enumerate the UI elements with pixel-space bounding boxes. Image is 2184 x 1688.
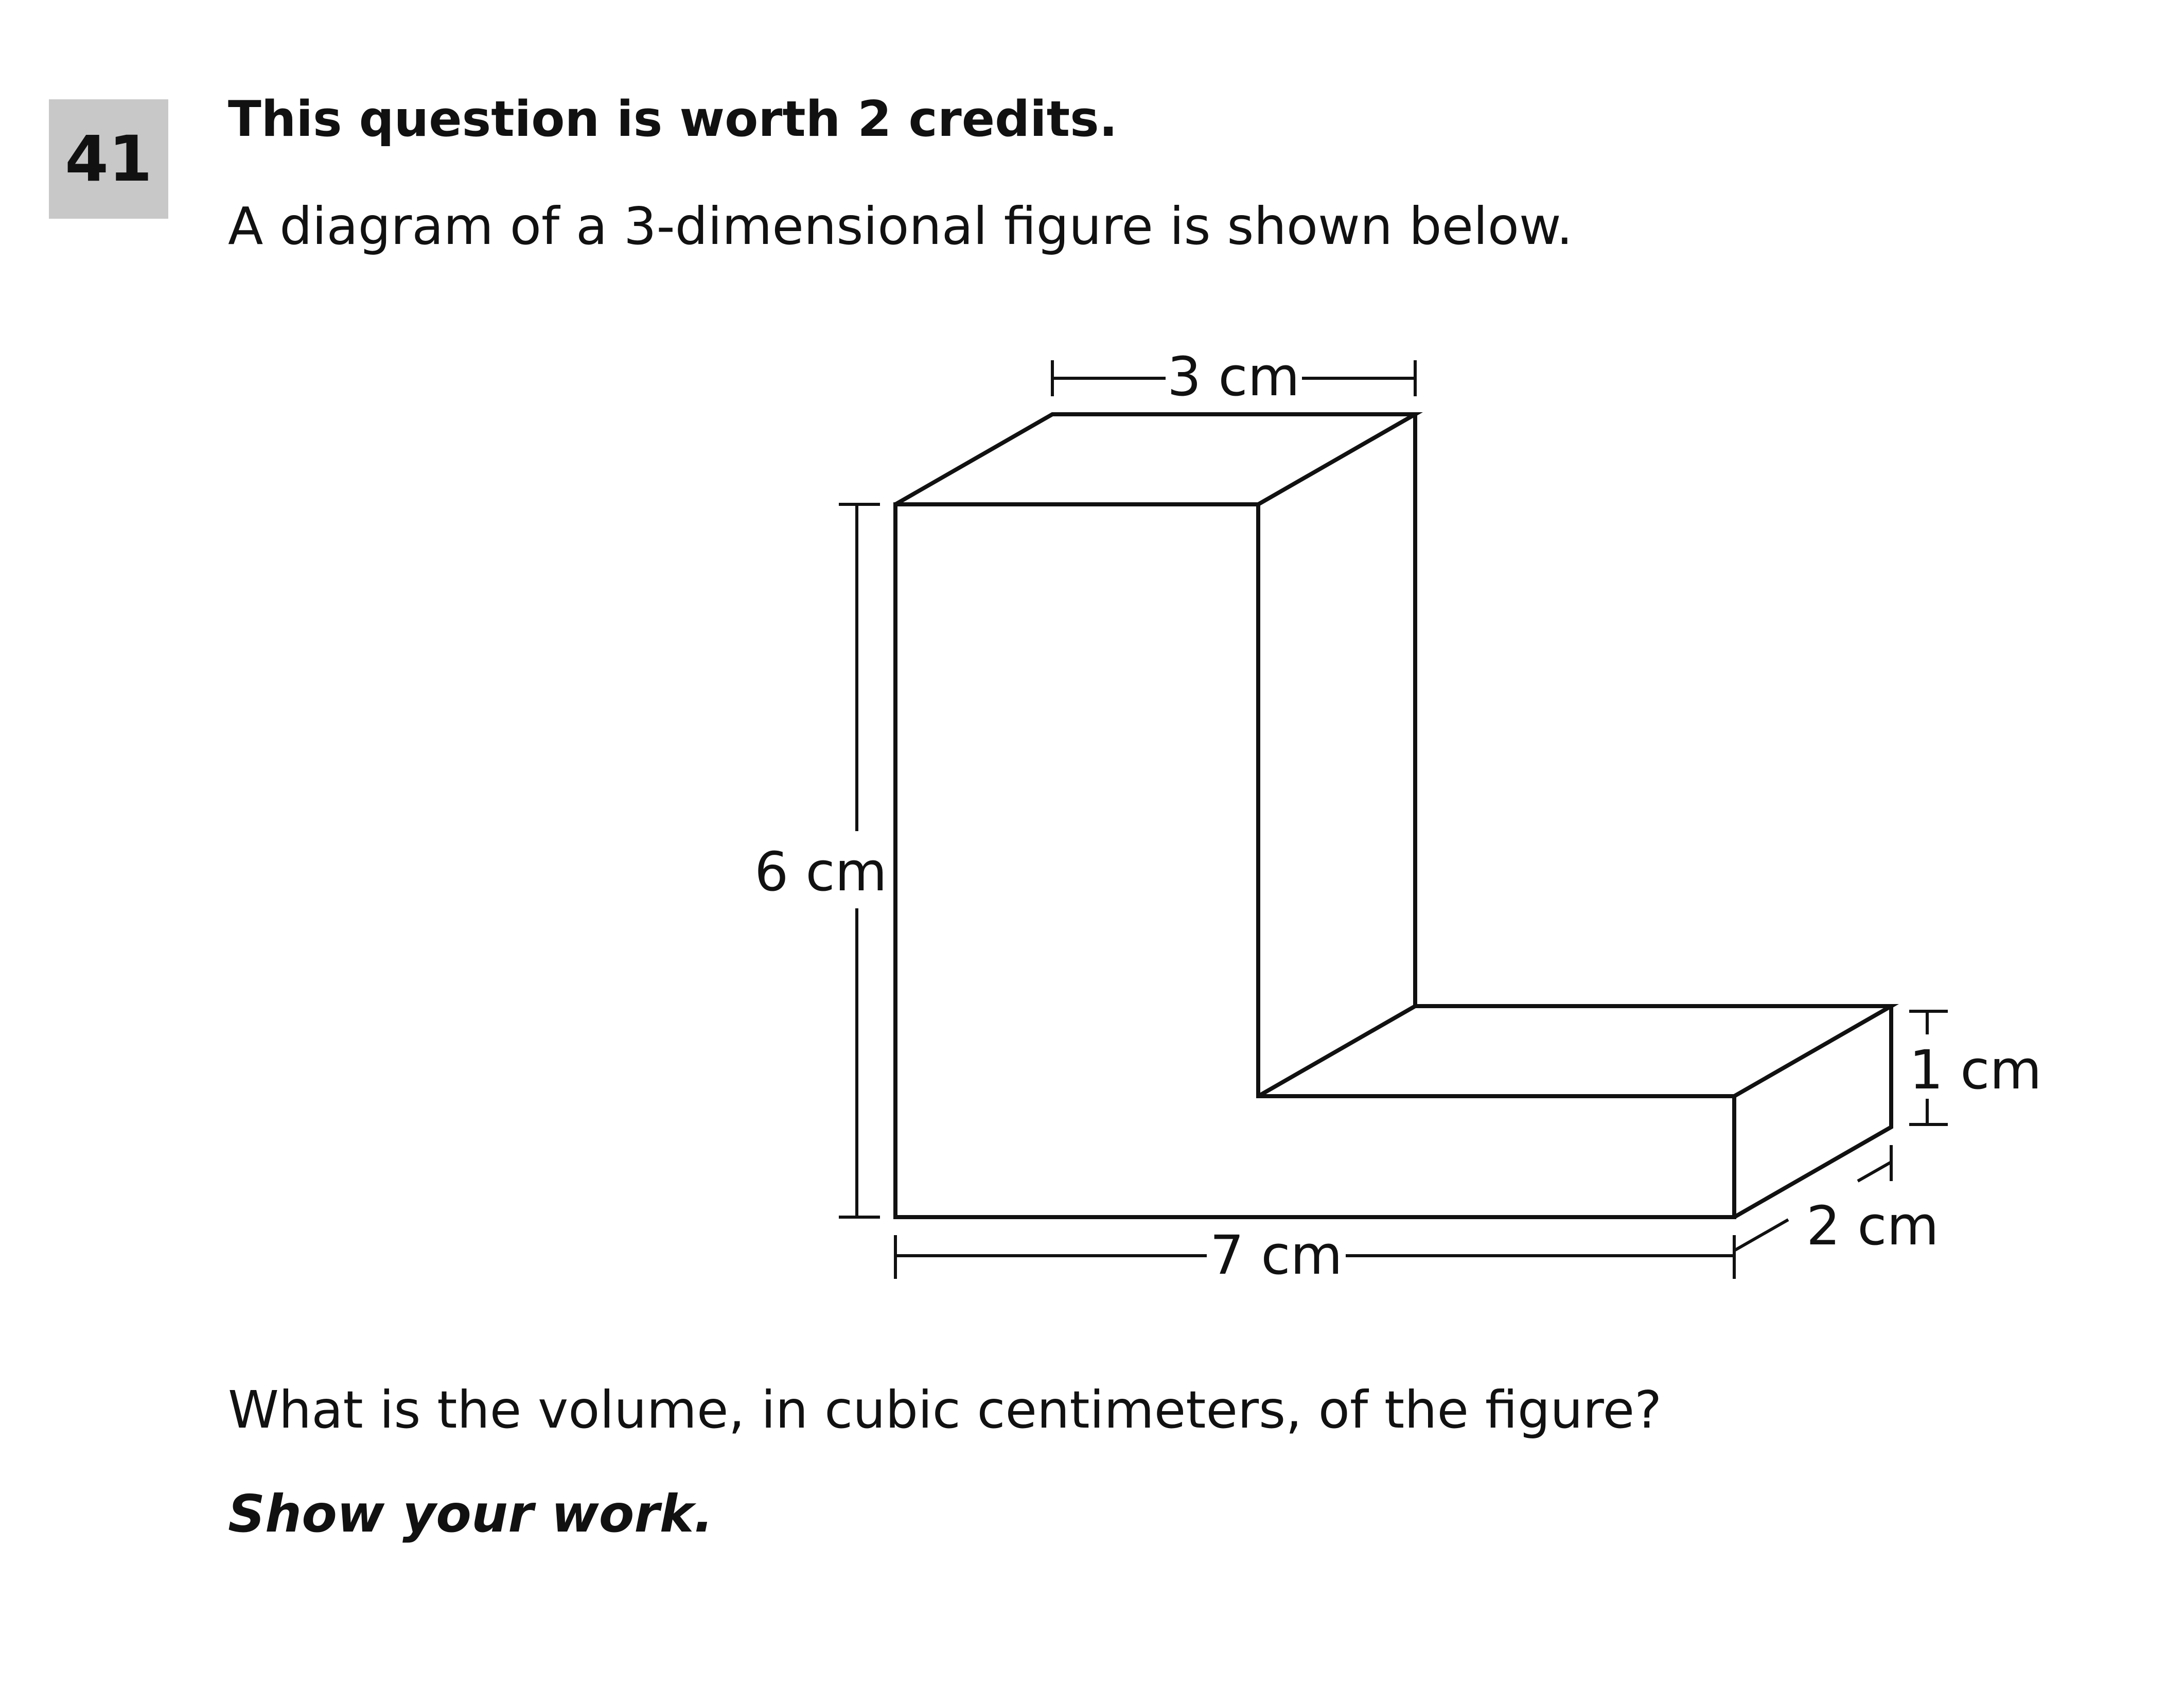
dimension-bottom-length [895, 1224, 1734, 1287]
front-face [895, 504, 1734, 1217]
bottom-length-label: 7 cm [1210, 1224, 1343, 1287]
upper-right-face [1258, 414, 1415, 1096]
question-number: 41 [65, 122, 152, 196]
dimension-step-height [1909, 1011, 2042, 1124]
top-face [895, 414, 1415, 504]
step-right-face [1734, 1006, 1891, 1217]
instruction-text: Show your work. [228, 1484, 714, 1544]
credits-text: This question is worth 2 credits. [228, 91, 1118, 148]
height-label: 6 cm [754, 840, 887, 903]
dimension-top-width [1052, 345, 1415, 408]
depth-label: 2 cm [1806, 1194, 1939, 1257]
step-height-label: 1 cm [1909, 1039, 2042, 1101]
dimension-height [754, 504, 887, 1217]
step-top-face [1415, 1006, 1891, 1096]
top-width-label: 3 cm [1167, 345, 1300, 408]
question-prompt: What is the volume, in cubic centimeters, of the figure? [228, 1380, 1662, 1440]
dimension-depth [1734, 1145, 1939, 1274]
intro-text: A diagram of a 3-dimensional figure is shown below. [228, 196, 1573, 256]
